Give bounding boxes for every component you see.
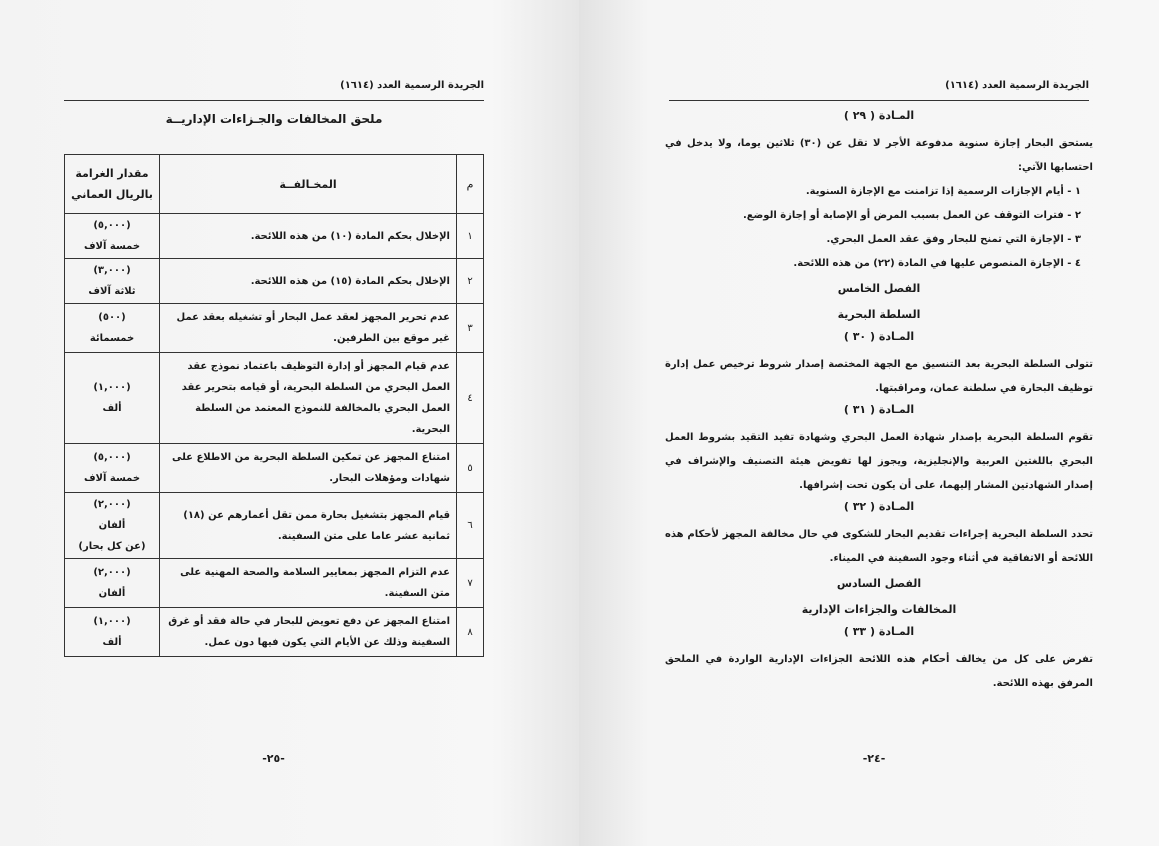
fine-header-line1: مقدار الغرامة bbox=[75, 167, 149, 180]
column-header-fine bbox=[65, 155, 160, 214]
fine-amount: (٢,٠٠٠) bbox=[93, 499, 131, 510]
article-30-text: تتولى السلطة البحرية بعد التنسيق مع الجهة المختصة إصدار شروط ترخيص عمل إدارة توظيف البحارة في سلطنة عمان، ومراقبتها. bbox=[665, 359, 1093, 394]
fine-words: خمسة آلاف bbox=[83, 473, 141, 484]
fine-cell bbox=[65, 304, 160, 353]
violation-cell: عدم قيام المجهز أو إدارة التوظيف باعتماد نموذج عقد العمل البحري من السلطة البحرية، أو قيامه بتحرير عقد العمل البحري بالمخالفة للنموذج المعتمد من السلطة البحرية. bbox=[160, 353, 457, 444]
fine-cell bbox=[65, 493, 160, 559]
table-row bbox=[65, 353, 484, 444]
row-number: ٢ bbox=[457, 259, 484, 304]
right-page-number: -٢٤- bbox=[862, 752, 886, 765]
fine-amount: (٥,٠٠٠) bbox=[93, 452, 131, 463]
violation-cell: الإخلال بحكم المادة (١٠) من هذه اللائحة. bbox=[160, 214, 457, 259]
article-31-text: تقوم السلطة البحرية بإصدار شهادة العمل البحري وشهادة تفيد التقيد بشروط العمل البحري باللغتين العربية والإنجليزية، ويجوز لها تفويض هيئة التصنيف والإشراف في إصدار الشهادتين المشار إليهما، على أن يكون تحت إشرافها. bbox=[665, 432, 1093, 491]
fine-words: ألفان bbox=[98, 588, 126, 599]
violations-table bbox=[64, 154, 484, 657]
fine-header-line2: بالريال العماني bbox=[71, 188, 153, 201]
chapter-5-subtitle: السلطة البحرية bbox=[837, 308, 921, 321]
table-row bbox=[65, 559, 484, 608]
article-32-text: تحدد السلطة البحرية إجراءات تقديم البحار للشكوى في حال مخالفة المجهز لأحكام هذه اللائحة أو الاتفاقية في أثناء وجود السفينة في الميناء. bbox=[665, 529, 1093, 564]
article-31-title: المـادة ( ٣١ ) bbox=[843, 403, 915, 416]
fine-cell bbox=[65, 214, 160, 259]
fine-words: خمسمائة bbox=[89, 333, 135, 344]
table-row bbox=[65, 608, 484, 657]
article-32-title: المـادة ( ٣٢ ) bbox=[843, 500, 915, 513]
violation-cell: عدم التزام المجهز بمعايير السلامة والصحة المهنية على متن السفينة. bbox=[160, 559, 457, 608]
fine-cell bbox=[65, 353, 160, 444]
right-page-header: الجريدة الرسمية العدد (١٦١٤) bbox=[669, 80, 1089, 101]
fine-note: (عن كل بحار) bbox=[78, 541, 146, 552]
column-header-violation: المخـالفــة bbox=[160, 155, 457, 214]
article-29-title: المـادة ( ٢٩ ) bbox=[843, 109, 915, 122]
article-30-title: المـادة ( ٣٠ ) bbox=[843, 330, 915, 343]
left-page-header: الجريدة الرسمية العدد (١٦١٤) bbox=[64, 80, 484, 101]
fine-words: ألفان bbox=[98, 520, 126, 531]
right-page-body bbox=[665, 107, 1093, 696]
fine-amount: (١,٠٠٠) bbox=[93, 616, 131, 627]
violation-cell: الإخلال بحكم المادة (١٥) من هذه اللائحة. bbox=[160, 259, 457, 304]
fine-cell bbox=[65, 559, 160, 608]
fine-amount: (٥٠٠) bbox=[98, 312, 126, 323]
fine-amount: (١,٠٠٠) bbox=[93, 382, 131, 393]
row-number: ٦ bbox=[457, 493, 484, 559]
fine-cell bbox=[65, 444, 160, 493]
row-number: ٨ bbox=[457, 608, 484, 657]
list-item: ٤ - الإجازة المنصوص عليها في المادة (٢٢) من هذه اللائحة. bbox=[793, 258, 1081, 269]
chapter-6-subtitle: المخالفات والجزاءات الإدارية bbox=[801, 603, 957, 616]
table-row bbox=[65, 493, 484, 559]
list-item: ٢ - فترات التوقف عن العمل بسبب المرض أو الإصابة أو إجازة الوضع. bbox=[743, 210, 1081, 221]
article-33-text: تفرض على كل من يخالف أحكام هذه اللائحة الجزاءات الإدارية الواردة في الملحق المرفق بهذه اللائحة. bbox=[665, 654, 1093, 689]
column-header-number: م bbox=[457, 155, 484, 214]
fine-amount: (٥,٠٠٠) bbox=[93, 220, 131, 231]
fine-cell bbox=[65, 259, 160, 304]
row-number: ٤ bbox=[457, 353, 484, 444]
table-header-row bbox=[65, 155, 484, 214]
violation-cell: عدم تحرير المجهز لعقد عمل البحار أو تشغيله بعقد عمل غير موقع بين الطرفين. bbox=[160, 304, 457, 353]
table-row bbox=[65, 304, 484, 353]
table-body bbox=[65, 214, 484, 657]
table-row bbox=[65, 444, 484, 493]
right-page bbox=[579, 0, 1159, 846]
fine-amount: (٣,٠٠٠) bbox=[93, 265, 131, 276]
row-number: ٧ bbox=[457, 559, 484, 608]
list-item: ١ - أيام الإجازات الرسمية إذا تزامنت مع الإجازة السنوية. bbox=[805, 186, 1081, 197]
list-item: ٣ - الإجازة التي تمنح للبحار وفق عقد العمل البحري. bbox=[826, 234, 1081, 245]
fine-cell bbox=[65, 608, 160, 657]
chapter-5-title: الفصل الخامس bbox=[837, 282, 921, 295]
violation-cell: قيام المجهز بتشغيل بحارة ممن تقل أعمارهم عن (١٨) ثمانية عشر عاما على متن السفينة. bbox=[160, 493, 457, 559]
fine-words: ألف bbox=[102, 403, 122, 414]
annex-title: ملحق المخالفات والجـزاءات الإداريــة bbox=[165, 112, 383, 126]
row-number: ١ bbox=[457, 214, 484, 259]
article-29-intro: يستحق البحار إجازة سنوية مدفوعة الأجر لا تقل عن (٣٠) ثلاثين يوما، ولا يدخل في احتسابها الآتي: bbox=[665, 138, 1094, 173]
article-33-title: المـادة ( ٣٣ ) bbox=[843, 625, 915, 638]
left-page-number: -٢٥- bbox=[262, 752, 285, 765]
table-row bbox=[65, 259, 484, 304]
left-page bbox=[0, 0, 579, 846]
fine-words: ثلاثة آلاف bbox=[88, 286, 136, 297]
violation-cell: امتناع المجهز عن تمكين السلطة البحرية من الاطلاع على شهادات ومؤهلات البحار. bbox=[160, 444, 457, 493]
fine-words: خمسة آلاف bbox=[83, 241, 141, 252]
fine-amount: (٢,٠٠٠) bbox=[93, 567, 131, 578]
row-number: ٥ bbox=[457, 444, 484, 493]
chapter-6-title: الفصل السادس bbox=[836, 577, 922, 590]
article-29-list bbox=[665, 180, 1093, 276]
fine-words: ألف bbox=[102, 637, 122, 648]
violation-cell: امتناع المجهز عن دفع تعويض للبحار في حالة فقد أو غرق السفينة وذلك عن الأيام التي يكون فيها دون عمل. bbox=[160, 608, 457, 657]
row-number: ٣ bbox=[457, 304, 484, 353]
table-row bbox=[65, 214, 484, 259]
